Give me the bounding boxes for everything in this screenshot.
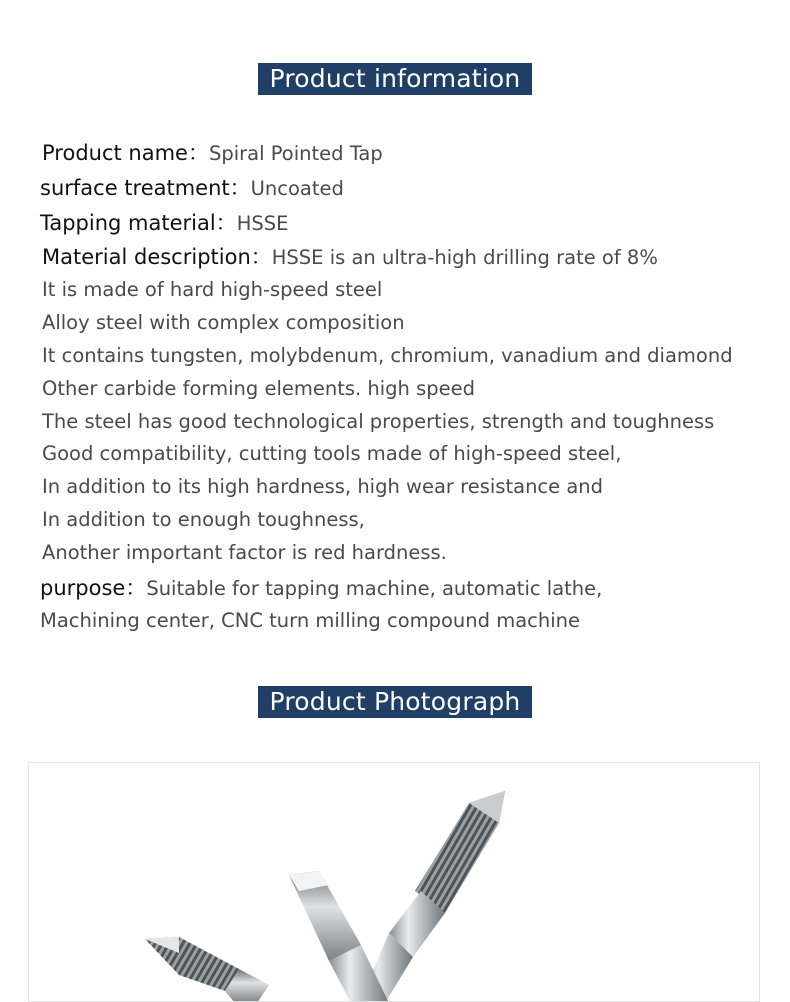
- info-label: surface treatment：: [40, 176, 251, 200]
- info-value: Suitable for tapping machine, automatic lathe,: [146, 577, 603, 600]
- description-line: In addition to enough toughness,: [42, 508, 365, 531]
- description-line: In addition to its high hardness, high wear resistance and: [42, 475, 604, 498]
- info-value: Uncoated: [250, 177, 344, 200]
- info-row-product-name: [42, 140, 383, 167]
- info-row-surface-treatment: [40, 175, 344, 202]
- description-line: It is made of hard high-speed steel: [42, 278, 383, 301]
- tap-photo-illustration: [29, 763, 760, 1002]
- info-row-material-description: [42, 244, 658, 271]
- tap-lower: [145, 937, 269, 1002]
- section-title-text: Product Photograph: [258, 686, 533, 718]
- section-title-text: Product information: [258, 63, 533, 95]
- tap-square-head: [289, 871, 389, 1002]
- tap-upper: [359, 791, 505, 1002]
- info-label: purpose：: [40, 576, 147, 600]
- product-photo: [28, 762, 760, 1002]
- info-label: Product name：: [42, 141, 209, 165]
- description-line: Good compatibility, cutting tools made of high-speed steel,: [42, 442, 622, 465]
- description-line: Other carbide forming elements. high speed: [42, 377, 476, 400]
- info-value: HSSE is an ultra-high drilling rate of 8%: [271, 246, 658, 269]
- info-row-tapping-material: [40, 210, 288, 237]
- purpose-line: Machining center, CNC turn milling compound machine: [40, 609, 581, 632]
- info-label: Tapping material：: [40, 211, 237, 235]
- section-title-product-photograph: [0, 686, 790, 718]
- description-line: The steel has good technological properties, strength and toughness: [42, 410, 715, 433]
- info-row-purpose: [40, 575, 602, 602]
- description-line: It contains tungsten, molybdenum, chromium, vanadium and diamond: [42, 344, 733, 367]
- section-title-product-information: [0, 63, 790, 95]
- description-line: Another important factor is red hardness.: [42, 541, 447, 564]
- info-value: Spiral Pointed Tap: [208, 142, 383, 165]
- description-line: Alloy steel with complex composition: [42, 311, 405, 334]
- info-label: Material description：: [42, 245, 272, 269]
- info-value: HSSE: [236, 212, 289, 235]
